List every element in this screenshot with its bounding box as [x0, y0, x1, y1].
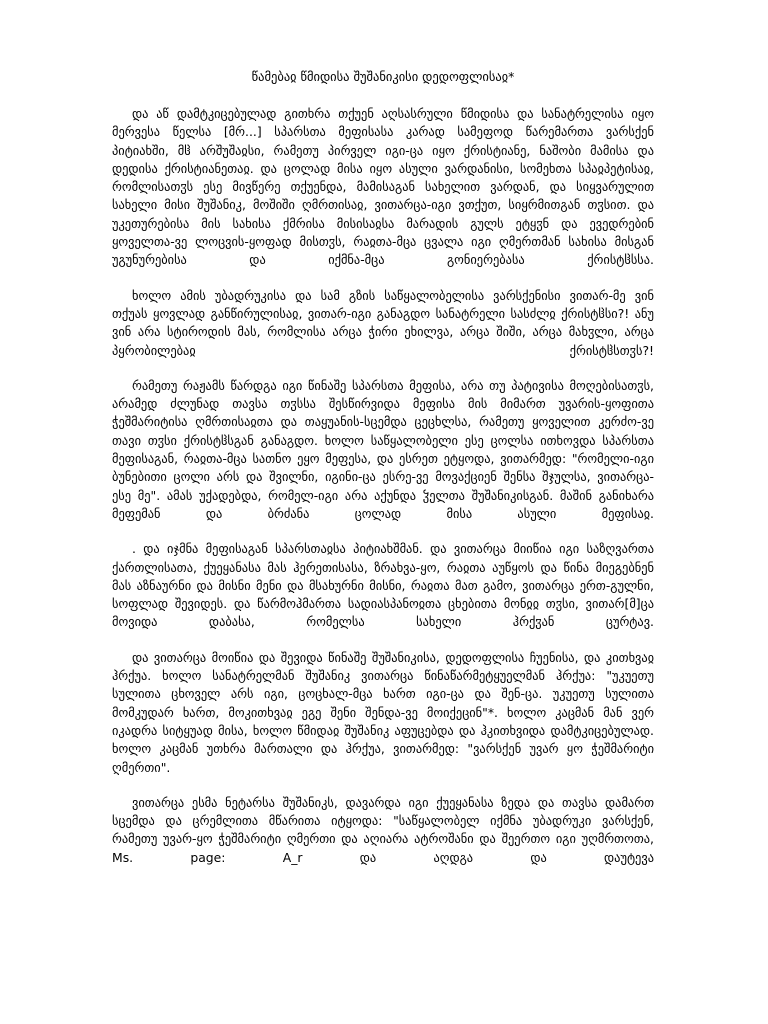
paragraph-2: ხოლო ამის უბადრუკისა და სამ გზის საწყალობელისა ვარსქენისი ვითარ-მე ვინ თქუას ყოვლად განწირულისაჲ, ვითარ-იგი განაგდო სანატრელი სასძლჲ ქრისტჱსი?! ანუ ვინ არა სტიროდის მას, რომლისა არცა ჭირი ეხილვა, არცა შიში, არცა მახჳლი, არცა პყრობილებაჲ ქრისტჱსთჳს?! [112, 287, 654, 358]
paragraph-5: და ვითარცა მოიწია და შევიდა წინაშე შუშანიკისა, დედოფლისა ჩუენისა, და კითხვაჲ ჰრქუა. ხოლო სანატრელმან შუშანიკ ვითარცა წინაწარმეტყუელმან ჰრქუა: "უკუეთუ სულითა ცხოველ არს იგი, ცოცხალ-მცა ხართ იგი-ცა და შენ-ცა. უკუეთუ სულითა მომკუდარ ხართ, მოკითხვაჲ ეგე შენი შენდა-ვე მოიქეცინ"*. ხოლო კაცმან მან ვერ იკადრა სიტყუად მისა, ხოლო წმიდაჲ შუშანიკ აფუცებდა და ჰკითხვიდა დამტკიცებულად. ხოლო კაცმან უთხრა მართალი და ჰრქუა, ვითარმედ: "ვარსქენ უვარ ყო ჭეშმარიტი ღმერთი". [112, 649, 654, 775]
paragraph-3: რამეთუ რაჟამს წარდგა იგი წინაშე სპარსთა მეფისა, არა თუ პატივისა მოღებისათჳს, არამედ ძლუნად თავსა თჳსსა შესწირვიდა მეფისა მის მიმართ უვარის-ყოფითა ჭეშმარიტისა ღმრთისაჲთა და თაყუანის-სცემდა ცეცხლსა, რამეთუ ყოველით კერძო-ვე თავი თჳსი ქრისტჱსგან განაგდო. ხოლო საწყალობელი ესე ცოლსა ითხოვდა სპარსთა მეფისაგან, რაჲთა-მცა სათნო ეყო მეფესა, და ესრეთ ეტყოდა, ვითარმედ: "რომელი-იგი ბუნებითი ცოლი არს და შვილნი, იგინი-ცა ესრე-ვე მოვაქციენ შენსა შჯულსა, ვითარცა-ესე მე". ამას უქადებდა, რომელ-იგი არა აქუნდა ჴელთა შუშანიკისგან. მაშინ განიხარა მეფემან და ბრძანა ცოლად მისა ასული მეფისაჲ. [112, 377, 654, 521]
document-title: წამებაჲ წმიდისა შუშანიკისი დედოფლისაჲ* [251, 69, 515, 84]
paragraph-1: და აწ დამტკიცებულად გითხრა თქუენ აღსასრული წმიდისა და სანატრელისა იყო მერვესა წელსა [მრ...] სპარსთა მეფისასა კარად სამეფოდ წარემართა ვარსქენ პიტიახში, მჱ არშუშაჲსი, რამეთუ პირველ იგი-ცა იყო ქრისტიანე, ნაშობი მამისა და დედისა ქრისტიანეთაჲ. და ცოლად მისა იყო ასული ვარდანისი, სომეხთა სპაჲპეტისაჲ, რომლისათჳს ესე მივწერე თქუენდა, მამისაგან სახელით ვარდან, და სიყვარულით სახელი მისი შუშანიკ, მოშიში ღმრთისაჲ, ვითარცა-იგი ვთქუთ, სიყრმითგან თჳსით. და უკეთურებისა მის სახისა ქმრისა მისისაჲსა მარადის გულს ეტყჳნ და ევედრებინ ყოველთა-ვე ლოცვის-ყოფად მისთჳს, რაჲთა-მცა ცვალა იგი ღმერთმან სახისა მისგან უგუნურებისა და იქმნა-მცა გონიერებასა ქრისტჱსსა. [112, 106, 654, 268]
paragraph-6: ვითარცა ესმა ნეტარსა შუშანიკს, დავარდა იგი ქუეყანასა ზედა და თავსა დამართ სცემდა და ცრემლითა მწარითა იტყოდა: "საწყალობელ იქმნა უბადრუკი ვარსქენ, რამეთუ უვარ-ყო ჭეშმარიტი ღმერთი და აღიარა ატროშანი და შეერთო იგი უღმრთოთა, Ms. page: A_r და აღდგა და დაუტევა [112, 794, 654, 865]
paragraph-4: . და იჯმნა მეფისაგან სპარსთაჲსა პიტიახშმან. და ვითარცა მიიწია იგი საზღვართა ქართლისათა, ქუეყანასა მას ჰერეთისასა, ზრახვა-ყო, რაჲთა აუწყოს და წინა მიეგებნენ მას აზნაურნი და მისნი მენი და მსახურნი მისნი, რაჲთა მათ გამო, ვითარცა ერთ-გულნი, სოფლად შევიდეს. და წარმოჰმართა სადიასპანოჲთა ცხებითა მონჲჲ თჳსი, ვითარ[მ]ცა მოვიდა დაბასა, რომელსა სახელი ჰრქჳან ცურტავ. [112, 541, 654, 630]
